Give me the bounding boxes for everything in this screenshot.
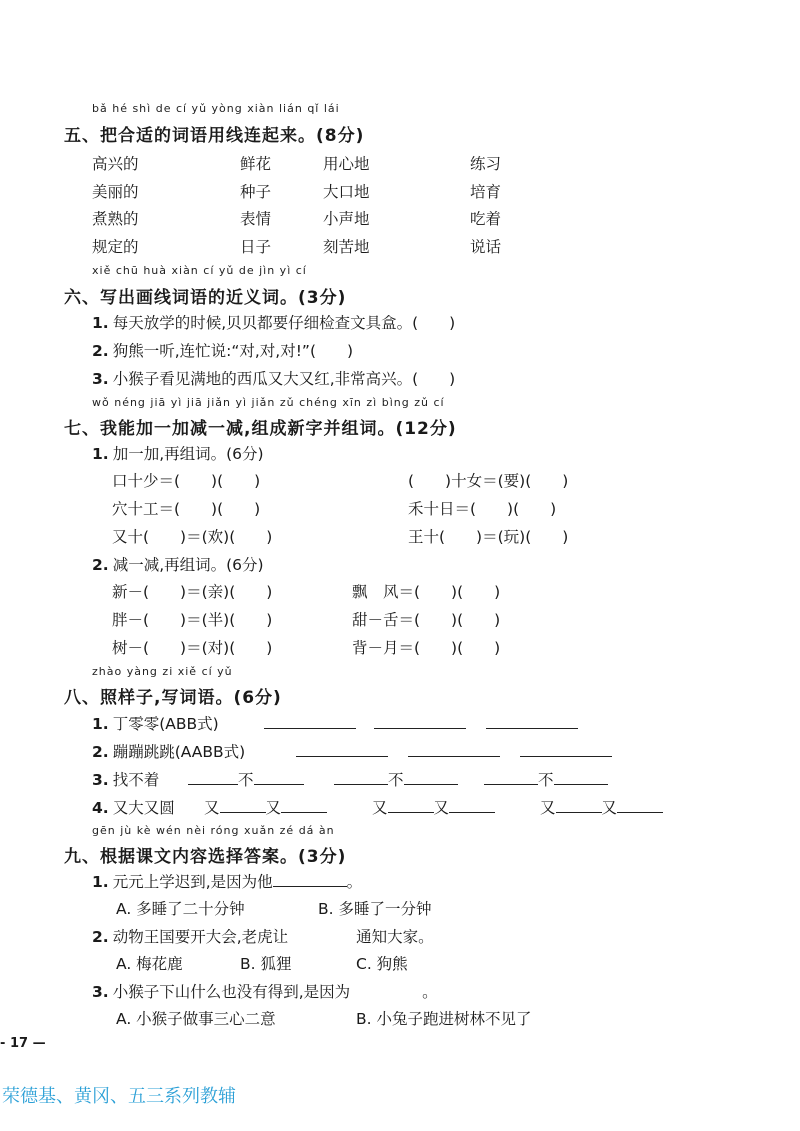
- sub-equation[interactable]: 甜－舌＝( )( ): [352, 611, 501, 629]
- s6-item: [92, 367, 455, 389]
- answer-blank[interactable]: [188, 770, 238, 785]
- match-cell[interactable]: 日子: [240, 238, 272, 256]
- match-cell[interactable]: 用心地: [323, 155, 370, 173]
- item-text: 小猴子看见满地的西瓜又大又红,非常高兴。( ): [112, 370, 456, 388]
- option[interactable]: A. 多睡了二十分钟: [116, 900, 245, 918]
- s8-item: [92, 768, 159, 790]
- match-cell[interactable]: 培育: [470, 183, 502, 201]
- add-equation[interactable]: 又十( )＝(欢)( ): [112, 528, 273, 546]
- option[interactable]: B. 小兔子跑进树林不见了: [356, 1010, 532, 1028]
- s5-title: 五、把合适的词语用线连起来。(8分): [64, 126, 365, 146]
- s8-item: [92, 796, 175, 818]
- item-number: 2.: [92, 928, 109, 946]
- item-text: 狗熊一听,连忙说:“对,对,对!”( ): [112, 342, 354, 360]
- answer-blank[interactable]: [408, 756, 500, 757]
- question-text: 动物王国要开大会,老虎让: [112, 928, 289, 946]
- bu-char: 不: [238, 771, 254, 789]
- answer-blank[interactable]: [254, 770, 304, 785]
- item-number: 3.: [92, 983, 109, 1001]
- add-equation[interactable]: 口十少＝( )( ): [112, 472, 261, 490]
- you-char: 又: [433, 799, 450, 817]
- question-text: 小猴子下山什么也没有得到,是因为: [112, 983, 351, 1001]
- answer-blank[interactable]: [520, 756, 612, 757]
- answer-blank[interactable]: [449, 798, 495, 813]
- add-equation[interactable]: 禾十日＝( )( ): [408, 500, 557, 518]
- s8-pinyin: zhào yàng zi xiě cí yǔ: [92, 665, 233, 678]
- match-cell[interactable]: 种子: [240, 183, 272, 201]
- s7-sub1: [92, 442, 264, 464]
- s6-item: [92, 339, 353, 361]
- item-number: 1.: [92, 873, 109, 891]
- add-equation[interactable]: 穴十工＝( )( ): [112, 500, 261, 518]
- option[interactable]: A. 梅花鹿: [116, 955, 183, 973]
- s9-question: [92, 925, 434, 947]
- s5-pinyin: bǎ hé shì de cí yǔ yòng xiàn lián qǐ lái: [92, 102, 340, 115]
- answer-blank[interactable]: [556, 798, 602, 813]
- item-number: 2.: [92, 743, 109, 761]
- item-text: 找不着: [112, 771, 160, 789]
- s8-title: 八、照样子,写词语。(6分): [64, 688, 282, 708]
- match-cell[interactable]: 吃着: [470, 210, 502, 228]
- sub-equation[interactable]: 背－月＝( )( ): [352, 639, 501, 657]
- s7-sub2: [92, 553, 264, 575]
- answer-blank[interactable]: [388, 798, 434, 813]
- answer-blank[interactable]: [264, 728, 356, 729]
- answer-blank[interactable]: [617, 798, 663, 813]
- item-text: 丁零零(ABB式): [112, 715, 219, 733]
- item-number: 2.: [92, 342, 109, 360]
- answer-blank[interactable]: [374, 728, 466, 729]
- you-char: 又: [265, 799, 282, 817]
- answer-blank[interactable]: [288, 927, 356, 942]
- dash-left: -: [0, 1036, 6, 1051]
- s8-item: [92, 712, 219, 734]
- item-text: 减一减,再组词。(6分): [112, 556, 264, 574]
- item-number: 3.: [92, 370, 109, 388]
- s6-item: [92, 311, 455, 333]
- question-text: 元元上学迟到,是因为他: [112, 873, 273, 891]
- you-pattern: [540, 796, 663, 818]
- s9-question: [92, 980, 438, 1002]
- sub-equation[interactable]: 飘 风＝( )( ): [352, 583, 501, 601]
- answer-blank[interactable]: [484, 770, 538, 785]
- s8-item: [92, 740, 245, 762]
- s6-title: 六、写出画线词语的近义词。(3分): [64, 288, 347, 308]
- option[interactable]: C. 狗熊: [356, 955, 408, 973]
- item-number: 1.: [92, 715, 109, 733]
- add-equation[interactable]: 王十( )＝(玩)( ): [408, 528, 569, 546]
- answer-blank[interactable]: [296, 756, 388, 757]
- s9-title: 九、根据课文内容选择答案。(3分): [64, 847, 347, 867]
- item-text: 蹦蹦跳跳(AABB式): [112, 743, 246, 761]
- you-char: 又: [601, 799, 618, 817]
- you-char: 又: [372, 799, 388, 817]
- match-cell[interactable]: 大口地: [323, 183, 370, 201]
- item-number: 2.: [92, 556, 109, 574]
- match-cell[interactable]: 练习: [470, 155, 502, 173]
- answer-blank[interactable]: [281, 798, 327, 813]
- s7-pinyin: wǒ néng jiā yì jiā jiǎn yì jiǎn zǔ chéng xīn zì bìng zǔ cí: [92, 396, 445, 409]
- item-text: 加一加,再组词。(6分): [112, 445, 264, 463]
- question-tail: 。: [422, 983, 438, 1001]
- you-pattern: [372, 796, 495, 818]
- s9-pinyin: gēn jù kè wén nèi róng xuǎn zé dá àn: [92, 824, 335, 837]
- answer-blank[interactable]: [486, 728, 578, 729]
- match-cell[interactable]: 规定的: [92, 238, 139, 256]
- item-text: 每天放学的时候,贝贝都要仔细检查文具盒。( ): [112, 314, 456, 332]
- sub-equation[interactable]: 树－( )＝(对)( ): [112, 639, 273, 657]
- match-cell[interactable]: 美丽的: [92, 183, 139, 201]
- dash-right: —: [32, 1036, 46, 1051]
- page-number: [0, 1036, 46, 1051]
- sub-equation[interactable]: 胖－( )＝(半)( ): [112, 611, 273, 629]
- option[interactable]: B. 狐狸: [240, 955, 292, 973]
- question-tail: 。: [346, 873, 363, 891]
- item-number: 1.: [92, 445, 109, 463]
- match-cell[interactable]: 鲜花: [240, 155, 272, 173]
- match-cell[interactable]: 表情: [240, 210, 272, 228]
- bu-pattern: [188, 768, 304, 790]
- s6-pinyin: xiě chū huà xiàn cí yǔ de jìn yì cí: [92, 264, 307, 277]
- answer-blank[interactable]: [404, 770, 458, 785]
- answer-blank[interactable]: [350, 982, 422, 997]
- match-cell[interactable]: 说话: [470, 238, 502, 256]
- match-cell[interactable]: 小声地: [323, 210, 370, 228]
- footer-brand: 荣德基、黄冈、五三系列教辅: [2, 1086, 236, 1107]
- s7-title: 七、我能加一加减一减,组成新字并组词。(12分): [64, 419, 457, 439]
- you-char: 又: [204, 799, 220, 817]
- match-cell[interactable]: 刻苦地: [323, 238, 370, 256]
- bu-pattern: [484, 768, 608, 790]
- answer-blank[interactable]: [334, 770, 388, 785]
- option[interactable]: B. 多睡了一分钟: [318, 900, 432, 918]
- bu-char: 不: [388, 771, 404, 789]
- answer-blank[interactable]: [220, 798, 266, 813]
- sub-equation[interactable]: 新－( )＝(亲)( ): [112, 583, 273, 601]
- answer-blank[interactable]: [554, 770, 608, 785]
- bu-pattern: [334, 768, 458, 790]
- you-pattern: [204, 796, 327, 818]
- page-number-value: 17: [9, 1036, 29, 1051]
- option[interactable]: A. 小猴子做事三心二意: [116, 1010, 276, 1028]
- question-tail: 通知大家。: [356, 928, 434, 946]
- you-char: 又: [540, 799, 556, 817]
- match-cell[interactable]: 高兴的: [92, 155, 139, 173]
- answer-blank[interactable]: [273, 872, 347, 887]
- match-cell[interactable]: 煮熟的: [92, 210, 139, 228]
- item-number: 1.: [92, 314, 109, 332]
- item-number: 3.: [92, 771, 109, 789]
- item-number: 4.: [92, 799, 109, 817]
- bu-char: 不: [538, 771, 554, 789]
- item-text: 又大又圆: [112, 799, 175, 817]
- add-equation[interactable]: ( )十女＝(要)( ): [408, 472, 569, 490]
- s9-question: [92, 870, 362, 892]
